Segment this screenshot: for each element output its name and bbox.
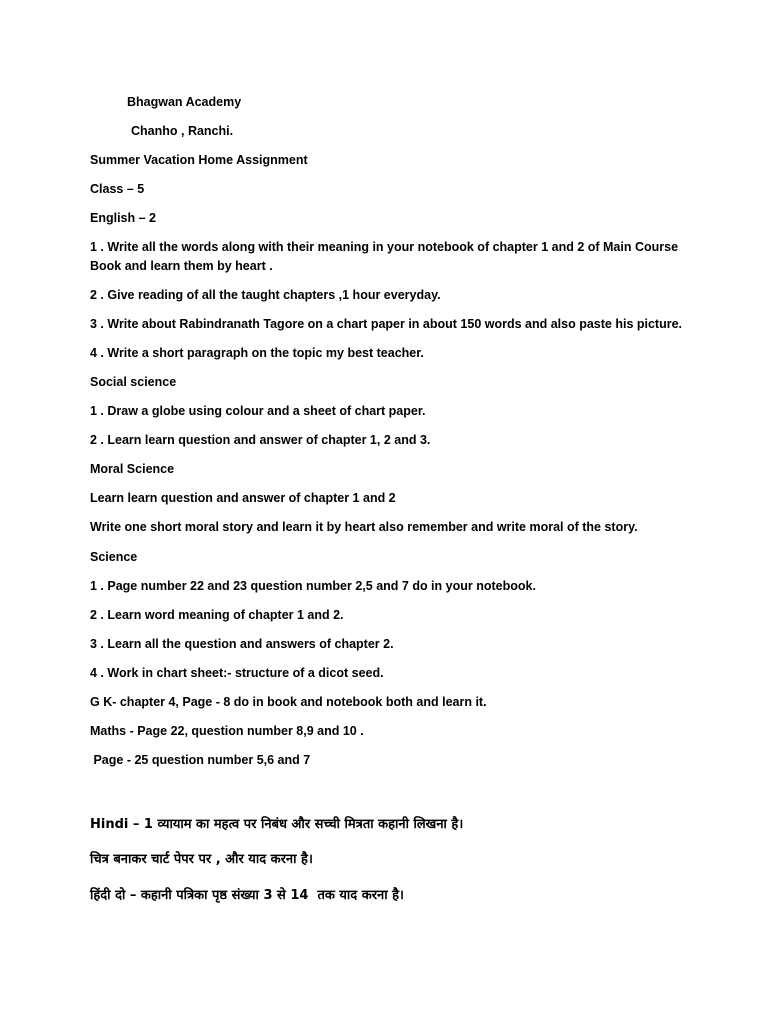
social-science-heading: Social science <box>90 375 177 389</box>
gk-assignment: G K- chapter 4, Page - 8 do in book and notebook both and learn it. <box>90 695 487 709</box>
science-item-4: 4 . Work in chart sheet:- structure of a dicot seed. <box>90 666 384 680</box>
school-name: Bhagwan Academy <box>127 95 242 109</box>
english-item-1: 1 . Write all the words along with their meaning in your notebook of chapter 1 and 2 of Main Course Book and learn them by heart . <box>90 240 679 273</box>
science-item-2: 2 . Learn word meaning of chapter 1 and 2. <box>90 608 344 622</box>
class-label: Class – 5 <box>90 182 145 196</box>
english-item-4: 4 . Write a short paragraph on the topic my best teacher. <box>90 346 424 360</box>
science-item-1: 1 . Page number 22 and 23 question number 2,5 and 7 do in your notebook. <box>90 579 536 593</box>
maths-assignment-2: Page - 25 question number 5,6 and 7 <box>90 753 311 767</box>
document-title: Summer Vacation Home Assignment <box>90 153 308 167</box>
social-science-item-1: 1 . Draw a globe using colour and a sheet of chart paper. <box>90 404 426 418</box>
social-science-item-2: 2 . Learn learn question and answer of chapter 1, 2 and 3. <box>90 433 431 447</box>
english-item-2: 2 . Give reading of all the taught chapters ,1 hour everyday. <box>90 288 441 302</box>
hindi-assignment-1: Hindi – 1 व्यायाम का महत्व पर निबंध और सच्ची मित्रता कहानी लिखना है। <box>90 817 464 832</box>
science-item-3: 3 . Learn all the question and answers of chapter 2. <box>90 637 394 651</box>
moral-science-item-1: Learn learn question and answer of chapter 1 and 2 <box>90 491 396 505</box>
moral-science-heading: Moral Science <box>90 462 175 476</box>
hindi-assignment-2: चित्र बनाकर चार्ट पेपर पर , और याद करना है। <box>90 852 313 867</box>
english-heading: English – 2 <box>90 211 156 225</box>
moral-science-item-2: Write one short moral story and learn it by heart also remember and write moral of the story. <box>90 520 638 534</box>
hindi-assignment-3: हिंदी दो – कहानी पत्रिका पृष्ठ संख्या 3 से 14 तक याद करना है। <box>90 888 404 903</box>
english-item-3: 3 . Write about Rabindranath Tagore on a chart paper in about 150 words and also paste his picture. <box>90 317 683 331</box>
school-location: Chanho , Ranchi. <box>131 124 234 138</box>
maths-assignment-1: Maths - Page 22, question number 8,9 and 10 . <box>90 724 364 738</box>
science-heading: Science <box>90 550 138 564</box>
